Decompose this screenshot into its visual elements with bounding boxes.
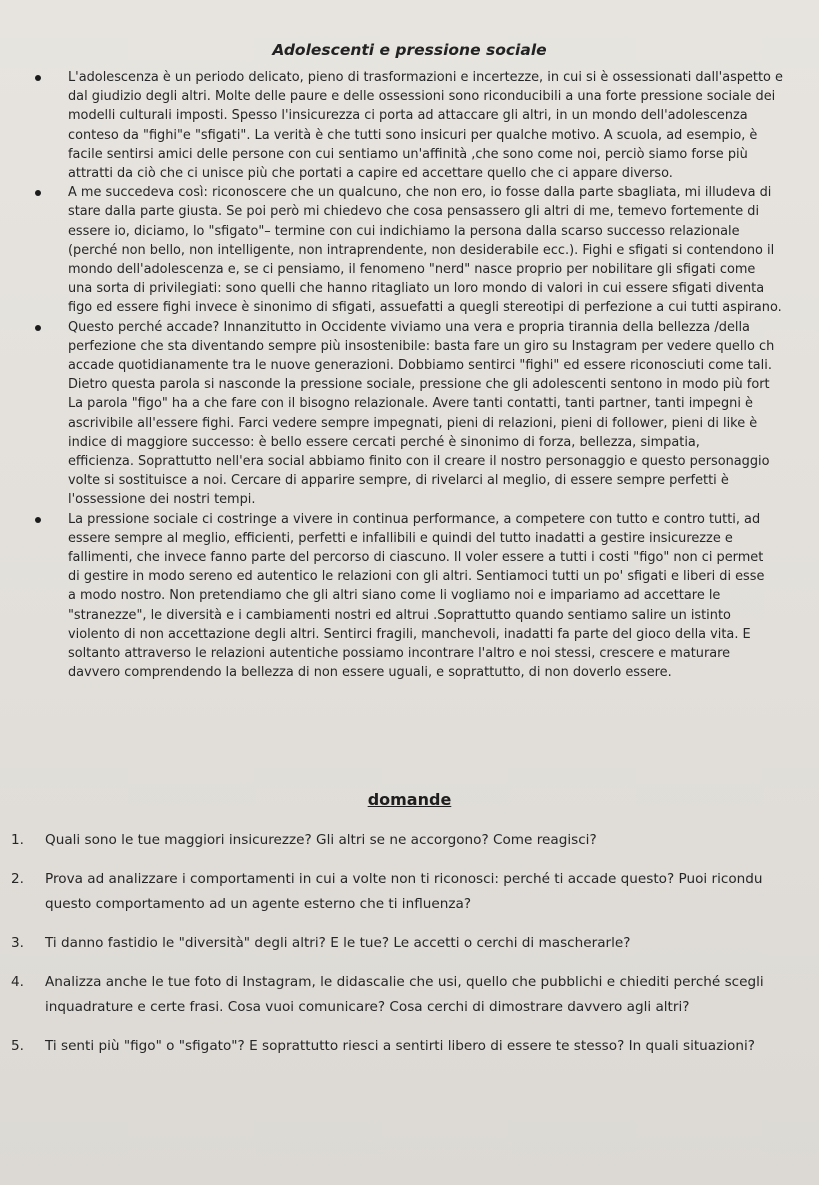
bullet-icon: [35, 517, 41, 523]
paragraph-line: a modo nostro. Non pretendiamo che gli altri siano come li vogliamo noi e impariamo ad accettare le: [68, 588, 721, 604]
paragraph-line: soltanto attraverso le relazioni autentiche possiamo incontrare l'altro e noi stessi, crescere e maturare: [68, 646, 731, 662]
paragraph-line: Questo perché accade? Innanzitutto in Occidente viviamo una vera e propria tirannia della bellezza /della: [68, 319, 750, 335]
bullet-paragraph: [68, 183, 819, 317]
paragraph-line: perfezione che sta diventando sempre più insostenibile: basta fare un giro su Instagram per vedere quello ch: [68, 338, 775, 354]
paragraph-line: Dietro questa parola si nasconde la pressione sociale, pressione che gli adolescenti sentono in modo più fort: [68, 377, 770, 393]
bullet-icon: [35, 75, 41, 81]
paragraph-line: efficienza. Soprattutto nell'era social abbiamo finito con il creare il nostro personaggio e questo personaggio: [68, 454, 770, 470]
question-number: 3.: [11, 935, 24, 951]
paragraph-line: facile sentirsi amici delle persone con cui sentiamo un'affinità ,che sono come noi, perciò siamo forse più: [68, 146, 748, 162]
question-number: 5.: [11, 1038, 24, 1054]
question-line: Analizza anche le tue foto di Instagram, le didascalie che usi, quello che pubblichi e chiediti perché scegli: [45, 974, 764, 990]
question-line: Ti danno fastidio le "diversità" degli altri? E le tue? Le accetti o cerchi di mascherarle?: [45, 935, 631, 951]
paragraph-line: di gestire in modo sereno ed autentico le relazioni con gli altri. Sentiamoci tutti un po' sfigati e liberi di esse: [68, 569, 765, 585]
paragraph-line: A me succedeva così: riconoscere che un qualcuno, che non ero, io fosse dalla parte sbagliata, mi illudeva di: [68, 185, 772, 201]
paragraph-line: violento di non accettazione degli altri. Sentirci fragili, manchevoli, inadatti fa parte del gioco della vita. E: [68, 626, 751, 642]
bullet-paragraph: [68, 510, 819, 683]
paragraph-line: (perché non bello, non intelligente, non intraprendente, non desiderabile ecc.). Fighi e sfigati si contendono il: [68, 242, 775, 258]
paragraph-line: dal giudizio degli altri. Molte delle paure e delle ossessioni sono riconducibili a una forte pressione sociale dei: [68, 89, 776, 105]
question-line: inquadrature e certe frasi. Cosa vuoi comunicare? Cosa cerchi di dimostrare davvero agli altri?: [45, 999, 690, 1015]
bullet-icon: [35, 190, 41, 196]
question-item: [0, 1034, 819, 1059]
paragraph-line: essere io, diciamo, lo "sfigato"– termine con cui indichiamo la persona dalla scarso successo relazionale: [68, 223, 740, 239]
paragraph-line: mondo dell'adolescenza e, se ci pensiamo, il fenomeno "nerd" nasce proprio per nobilitare gli sfigati come: [68, 262, 756, 278]
question-item: [0, 970, 819, 1020]
question-line: Prova ad analizzare i comportamenti in cui a volte non ti riconosci: perché ti accade questo? Puoi ricondu: [45, 871, 763, 887]
bullet-paragraph: [68, 68, 819, 183]
question-number: 1.: [11, 832, 24, 848]
paragraph-line: ascrivibile all'essere fighi. Farci vedere sempre impegnati, pieni di relazioni, pieni di follower, pieni di like è: [68, 415, 758, 431]
question-item: [0, 867, 819, 917]
question-number: 4.: [11, 974, 24, 990]
paragraph-line: modelli culturali imposti. Spesso l'insicurezza ci porta ad attaccare gli altri, in un mondo dell'adolescenza: [68, 108, 748, 124]
paragraph-line: fallimenti, che invece fanno parte del percorso di ciascuno. Il voler essere a tutti i costi "figo" non ci permet: [68, 550, 764, 566]
bullet-icon: [35, 325, 41, 331]
question-line: questo comportamento ad un agente esterno che ti influenza?: [45, 896, 472, 912]
question-number: 2.: [11, 871, 24, 887]
paragraph-line: accade quotidianamente tra le nuove generazioni. Dobbiamo sentirci "fighi" ed essere riconosciuti come tali.: [68, 358, 772, 374]
question-item: [0, 931, 819, 956]
paragraph-line: indice di maggiore successo: è bello essere cercati perché è sinonimo di forza, bellezza, simpatia,: [68, 434, 700, 450]
questions-list: [0, 828, 819, 1073]
paragraph-line: l'ossessione dei nostri tempi.: [68, 492, 256, 508]
document-title: Adolescenti e pressione sociale: [272, 41, 547, 59]
paragraph-line: La parola "figo" ha a che fare con il bisogno relazionale. Avere tanti contatti, tanti partner, tanti impegni è: [68, 396, 753, 412]
paragraph-line: L'adolescenza è un periodo delicato, pieno di trasformazioni e incertezze, in cui si è ossessionati dall'aspetto e: [68, 70, 783, 85]
question-item: [0, 828, 819, 853]
paragraph-line: davvero comprendendo la bellezza di non essere uguali, e soprattutto, di non doverlo essere.: [68, 665, 672, 681]
paragraph-line: essere sempre al meglio, efficienti, perfetti e infallibili e quindi del tutto inadatti a gestire insicurezze e: [68, 530, 733, 546]
paragraph-line: stare dalla parte giusta. Se poi però mi chiedevo che cosa pensassero gli altri di me, temevo fortemente di: [68, 204, 760, 220]
question-line: Quali sono le tue maggiori insicurezze? Gli altri se ne accorgono? Come reagisci?: [45, 832, 597, 848]
paragraph-line: attratti da ciò che ci unisce più che portati a capire ed accettare quello che ci appare diverso.: [68, 166, 673, 182]
paragraph-line: conteso da "fighi"e "sfigati". La verità è che tutti sono insicuri per qualche motivo. A scuola, ad esempio, è: [68, 127, 758, 143]
questions-title: domande: [367, 790, 452, 809]
bullet-paragraph: [68, 318, 819, 510]
question-line: Ti senti più "figo" o "sfigato"? E soprattutto riesci a sentirti libero di essere te stesso? In quali situazioni?: [45, 1038, 755, 1054]
bullet-list: [68, 68, 819, 683]
paragraph-line: "stranezze", le diversità e i cambiamenti nostri ed altrui .Soprattutto quando sentiamo salire un istinto: [68, 607, 731, 623]
paragraph-line: La pressione sociale ci costringe a vivere in continua performance, a competere con tutto e contro tutti, ad: [68, 511, 761, 527]
paragraph-line: figo ed essere fighi invece è sinonimo di sfigati, assuefatti a quegli stereotipi di perfezione a cui tutti aspirano.: [68, 300, 782, 316]
paragraph-line: una sorta di privilegiati: sono quelli che hanno ritagliato un loro mondo di valori in cui essere sfigati diventa: [68, 281, 765, 297]
paragraph-line: volte si sostituisce a noi. Cercare di apparire sempre, di rivelarci al meglio, di essere sempre perfetti è: [68, 473, 729, 489]
